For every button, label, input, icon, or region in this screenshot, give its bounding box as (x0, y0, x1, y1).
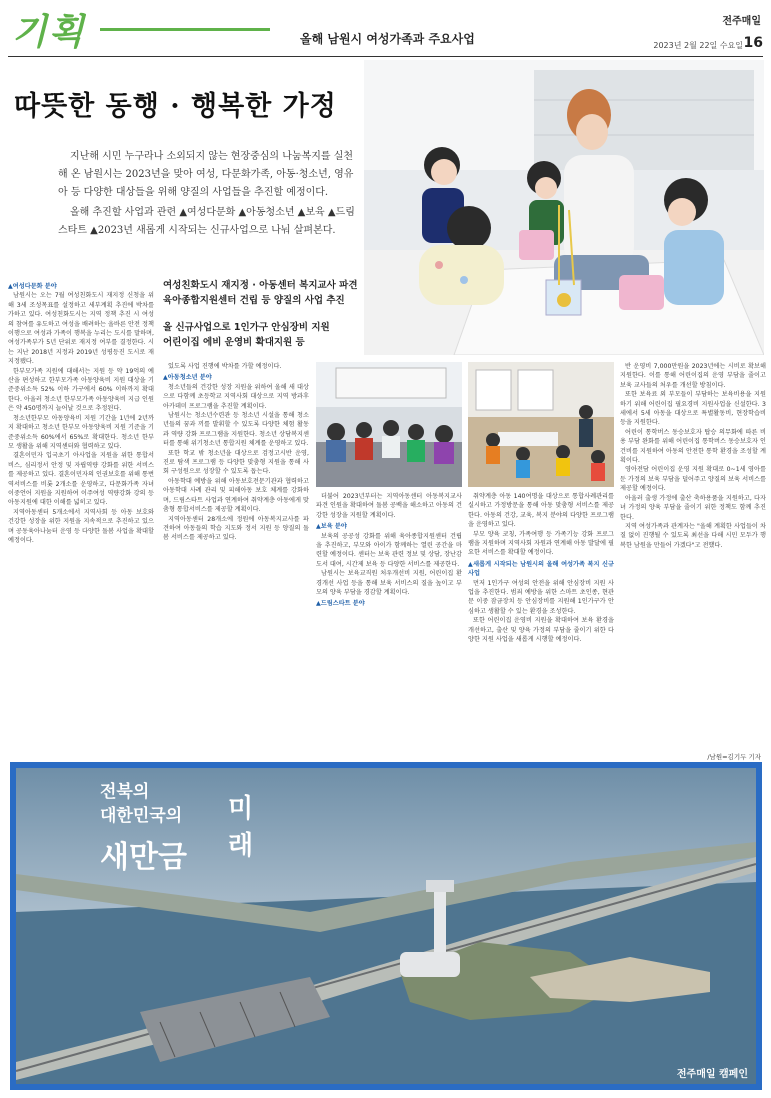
body-paragraph: 청소년들의 건강한 성장 지원을 위하여 올해 새 대상으로 다함께 초등학교 지역사회 대상으로 지역 방과후 아카데미 프로그램을 추진할 계획이다. (163, 383, 309, 410)
ad-line-future: 미래 (228, 794, 254, 861)
section-title: 올해 남원시 여성가족과 주요사업 (300, 32, 475, 46)
body-paragraph: 영아전담 어린이집 운영 지원 확대로 0~1세 영아를 둔 가정의 보육 부담을 덜어주고 양질의 보육 서비스를 제공할 예정이다. (620, 466, 766, 493)
body-paragraph: 부모 양육 코칭, 가족여행 등 가족기능 강화 프로그램을 지원하며 지역사회 자원과 연계해 아동 발달에 필요한 서비스를 확대할 예정이다. (468, 530, 614, 557)
subhead: 육아종합지원센터 건립 등 양질의 사업 추진 (163, 295, 345, 306)
newspaper-name: 전주매일 (722, 16, 761, 27)
body-paragraph: 아울러 출생 가정에 출산 축하용품을 지원하고, 다자녀 가정의 양육 부담을 줄이기 위한 정책도 함께 추진한다. (620, 494, 766, 521)
subhead: 올 신규사업으로 1인가구 안심장비 지원 (163, 322, 330, 333)
body-paragraph: 지역아동센터 28개소에 정원에 아동복지교사를 파견하여 아동들의 학습 지도와 정서 지원 등 양질의 돌봄 서비스를 제공하고 있다. (163, 515, 309, 542)
body-paragraph: 또한 보육료 외 부모들이 부담하는 보육비용을 지원하기 위해 어린이집 필요경비 지원사업을 신설한다. 3세에서 5세 아동을 대상으로 특별활동비, 현장학습비 등을 지원한다. (620, 391, 766, 427)
body-paragraph: 취약계층 아동 140여명을 대상으로 통합사례관리를 실시하고 가정방문을 통해 아동 맞춤형 서비스를 제공한다. 아동의 건강, 교육, 복지 분야의 다양한 프로그램을 운영하고 있다. (468, 493, 614, 529)
page-header (0, 0, 771, 56)
classroom-photo-1 (316, 362, 462, 487)
body-paragraph: 어린이 통학버스 동승보호자 탑승 의무화에 따른 비용 부담 완화를 위해 어린이집 통학버스 동승보호자 인건비를 지원하여 아동의 안전한 통학 환경을 조성할 계획이다. (620, 428, 766, 465)
section-label: ▲새롭게 시작되는 남원시의 올해 여성가족 복지 신규사업 (468, 560, 614, 578)
classroom-photo-image (316, 362, 462, 487)
body-paragraph: 있도록 사업 진행에 박차를 가할 예정이다. (168, 363, 282, 370)
body-paragraph: 남원시는 오는 7월 여성친화도시 재지정 신청을 위해 3세 조성목표를 설정하고 세부계획 추진에 박차를 가하고 있다. 여성친화도시는 지역 정책 추진 시 여성의 참여를 유도하고 여성을 배려하는 올바른 안전 정책 이행으로 여성과 가족이 행복을 누리는 도시를 말하며, 여성가족부가 5년 단위로 재지정 여부를 결정한다. 시는 지난 2018년 지정과 2019년 성평등진 도시로 재지정됐다. (8, 292, 154, 366)
ad-slogan (100, 780, 254, 876)
page-number: 16 (743, 35, 763, 51)
body-paragraph: 남원시는 보육교직원 처우개선비 지원, 어린이집 환경개선 사업 등을 통해 보육 서비스의 질을 높이고 부모의 양육 부담을 경감할 계획이다. (316, 570, 462, 597)
publication-date: 2023년 2월 22일 수요일 (653, 41, 743, 50)
lead-paragraph: 올해 추진할 사업과 관련 ▲여성다문화 ▲아동청소년 ▲보육 ▲드림스타트 ▲2023년 새롭게 시작되는 신규사업으로 나눠 살펴본다. (58, 207, 355, 236)
body-column-4 (468, 492, 614, 754)
body-paragraph: 더불어 2023년부터는 지역아동센터 아동복지교사 파견 인원을 확대하여 돌봄 공백을 해소하고 아동의 건강한 성장을 지원할 계획이다. (316, 493, 462, 519)
ad-line-korea: 대한민국의 (100, 806, 183, 826)
header-divider (8, 56, 763, 57)
classroom-photo-image (468, 362, 614, 487)
ad-line-saemangeum: 새만금 (100, 840, 187, 875)
kicker-rule (100, 28, 270, 31)
section-label: ▲보육 분야 (316, 523, 347, 531)
body-paragraph: 반 운영비 7,000만원을 2023년에는 시비로 확보해 지원한다. 이를 통해 어린이집의 운영 부담을 줄이고 보육 교사들의 처우를 개선할 방침이다. (620, 363, 766, 389)
body-paragraph: 남원시는 청소년수련관 등 청소년 시설을 통해 청소년들의 꿈과 끼를 발휘할 수 있도록 다양한 체험 활동과 역량 강화 프로그램을 지원한다. 청소년 상담복지센터를 통해 위기청소년 통합지원 체계를 운영하고 있다. (163, 412, 309, 448)
body-column-2 (163, 362, 309, 752)
article-subheads (163, 278, 363, 350)
body-paragraph: 결혼이민자 입국초기 아사업을 지원을 위한 통합서비스, 심리정서 안정 및 자립역량 강화를 위한 서비스를 제공하고 있다. 결혼이민자의 인권보호를 위해 통번역서비스를 비롯 2개소를 운영하고, 다문화가족 자녀 이중언어 지원을 지원하여 이주여성 역량강화 강의 등 아동지원에 대한 이해를 넓히고 있다. (8, 452, 154, 507)
body-column-5 (620, 362, 766, 754)
section-label: ▲드림스타트 분야 (316, 600, 365, 608)
body-paragraph: 지역아동센터 5개소에서 지역사회 등 아동 보호와 건강한 성장을 위한 지원을 지속적으로 추진하고 있으며 공동육아나눔터 운영 등 다양한 돌봄 사업을 확대할 예정이다. (8, 508, 154, 544)
subhead: 어린이집 에비 운영비 확대지원 등 (163, 337, 305, 348)
main-photo (364, 60, 764, 355)
section-kicker: 기획 (12, 11, 86, 53)
section-label: ▲아동청소년 분야 (163, 374, 212, 382)
body-paragraph: 청소년한부모 아동양육비 지원 기간을 1년에 2년까지 확대하고 청소년 한부모 아동양육비 지원 기준을 기준중위소득 60%에서 65%로 확대한다. 청소년 한부모 생활을 위해 지역센터와 협력하고 있다. (8, 414, 154, 450)
ad-campaign-brand: 전주매일 캠페인 (676, 1069, 748, 1080)
saemangeum-advertisement (10, 762, 762, 1090)
body-paragraph: 보육의 공공성 강화를 위해 육아종합지원센터 건립을 추진하고, 부모와 아이가 함께하는 열린 공간을 마련할 예정이다. 센터는 보육 관련 정보 및 상담, 장난감 도서 대여, 시간제 보육 등 다양한 서비스를 제공한다. (316, 532, 462, 568)
ad-line-jeonbuk: 전북의 (100, 782, 150, 802)
body-paragraph: 또한 학교 밖 청소년을 대상으로 검정고시반 운영, 진로 탐색 프로그램 등 다양한 맞춤형 지원을 통해 사회 구성원으로 성장할 수 있도록 돕는다. (163, 449, 309, 476)
children-playing-photo (364, 60, 764, 355)
body-paragraph: 아동학대 예방을 위해 아동보호전문기관과 협력하고 아동학대 사례 관리 및 피해아동 보호 체계를 강화하며, 드림스타트 사업과 연계하여 취약계층 아동에게 맞춤형 통합서비스를 제공할 계획이다. (163, 477, 309, 514)
body-paragraph: 또한 어린이집 운영비 지원을 확대하여 보육 환경을 개선하고, 출산 및 양육 가정의 부담을 줄이기 위한 다양한 지원 사업을 새롭게 시행할 예정이다. (468, 617, 614, 644)
lead-paragraph: 지난해 시민 누구라나 소외되지 않는 현장중심의 나눔복지를 실천해 온 남원시는 2023년을 맞아 여성, 다문화가족, 아동·청소년, 영유아 등 다양한 대상들을 위해 양질의 사업들을 추진할 예정이다. (58, 151, 354, 198)
body-column-1 (8, 280, 154, 752)
section-label: ▲여성다문화 분야 (8, 283, 57, 290)
body-column-3 (316, 492, 462, 754)
subhead: 여성친화도시 재지정 · 아동센터 복지교사 파견 (163, 280, 358, 291)
article-lead (58, 148, 358, 242)
article-headline: 따뜻한 동행 · 행복한 가정 (14, 91, 337, 122)
body-paragraph: 지역 여성가족과 관계자는 "올해 계획한 사업들이 차질 없이 진행될 수 있도록 최선을 다해 시민 모두가 행복한 남원을 만들어 가겠다"고 전했다. (620, 522, 766, 549)
body-paragraph: 먼저 1인가구 여성의 안전을 위해 안심장비 지원 사업을 추진한다. 범죄 예방을 위한 스마트 초인종, 현관문 이중 잠금장치 등 안심장비를 지원해 1인가구가 안심하고 생활할 수 있는 환경을 조성한다. (468, 579, 614, 615)
body-paragraph: 한부모가족 지원에 대해서는 지원 등 약 19억의 예산을 편성하고 한부모가족 아동양육비 지원 대상을 기준중위소득 52% 이하 가구에서 60% 이하까지 확대한다. 아울러 청소년 한부모가족 아동양육비 지급 인원은 약 450명까지 늘어날 것으로 추정된다. (8, 367, 154, 413)
article-byline: /남원=김기두 기자 (707, 753, 761, 761)
classroom-photo-2 (468, 362, 614, 487)
